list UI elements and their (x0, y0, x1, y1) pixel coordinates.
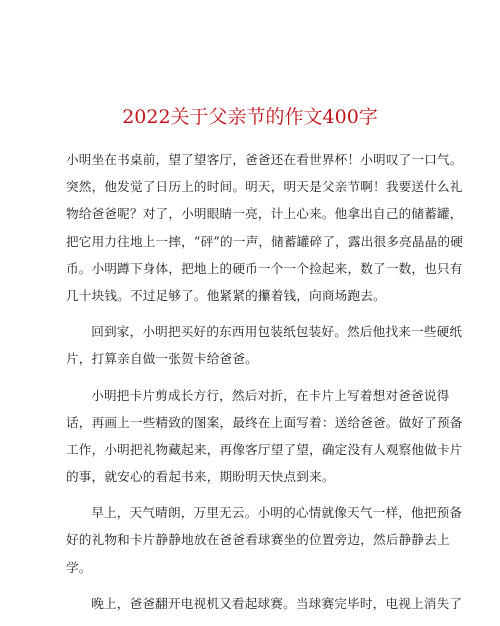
text-line: 几十块钱。不过足够了。他紧紧的攥着钱，向商场跑去。 (66, 287, 386, 303)
text-line: 回到家，小明把买好的东西用包装纸包装好。然后他找来一些硬纸 (91, 324, 463, 340)
text-line: 币。小明蹲下身体，把地上的硬币一个一个捡起来，数了一数，也只有 (66, 260, 463, 276)
document-title: 2022关于父亲节的作文400字 (122, 106, 378, 128)
text-line: 学。 (66, 559, 92, 575)
text-line: 把它用力往地上一摔，“砰”的一声，储蓄罐碎了，露出很多亮晶晶的硬 (66, 233, 464, 249)
text-line: 早上，天气晴朗，万里无云。小明的心情就像天气一样，他把预备 (91, 505, 463, 521)
document-body (66, 146, 464, 626)
paragraph (66, 146, 464, 309)
text-line: 片，打算亲自做一张贺卡给爸爸。 (66, 351, 258, 367)
text-line: 晚上，爸爸翻开电视机又看起球赛。当球赛完毕时，电视上消失了 (91, 595, 463, 611)
paragraph (66, 590, 463, 617)
text-line: 工作，小明把礼物藏起来，再像客厅望了望，确定没有人观察他做卡片 (66, 441, 463, 457)
paragraph (66, 318, 463, 372)
text-line: 的事，就安心的看起书来，期盼明天快点到来。 (66, 469, 335, 485)
text-line: 小明坐在书桌前，望了望客厅，爸爸还在看世界杯！小明叹了一口气。 (66, 152, 463, 167)
text-line: 物给爸爸呢？对了，小明眼睛一亮，计上心来。他拿出自己的储蓄罐， (66, 206, 463, 222)
text-line: 小明把卡片剪成长方行，然后对折，在卡片上写着想对爸爸说得 (91, 387, 450, 403)
paragraph (66, 499, 463, 581)
text-line: 突然，他发觉了日历上的时间。明天，明天是父亲节啊！我要送什么礼 (66, 179, 463, 195)
text-line: 好的礼物和卡片静静地放在爸爸看球赛坐的位置旁边，然后静静去上 (66, 532, 450, 548)
paragraph (66, 382, 463, 491)
text-line: 话，再画上一些精致的图案，最终在上面写着：送给爸爸。做好了预备 (66, 414, 463, 430)
